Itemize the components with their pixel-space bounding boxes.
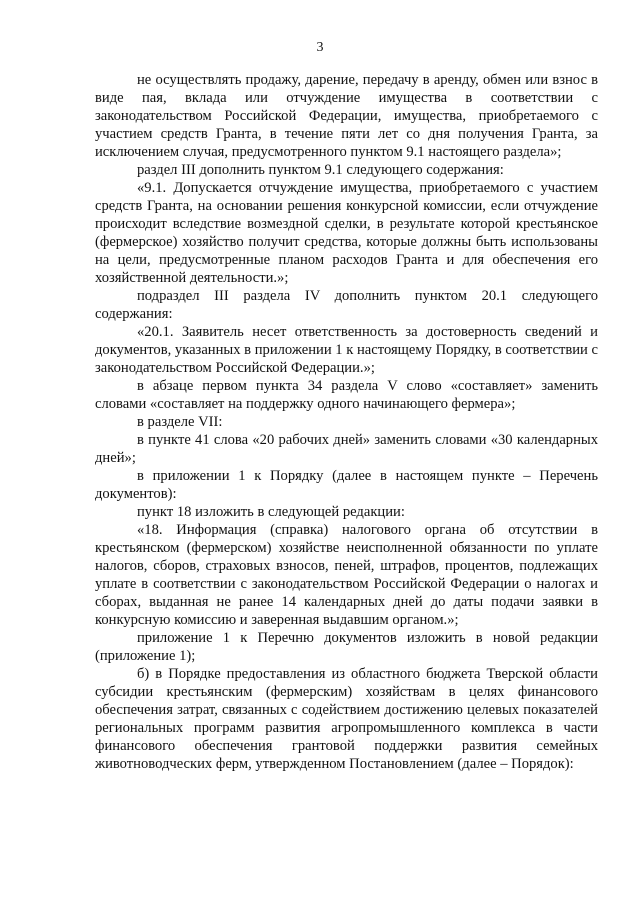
paragraph-7: в разделе VII: [137,414,223,430]
page-number: 3 [316,40,324,55]
paragraph-12: приложение 1 к Перечню документов изложить в новой редакции (приложение 1); [95,630,598,664]
paragraph-11: «18. Информация (справка) налогового органа об отсутствии в крестьянском (фермерском) хозяйстве неисполненной обязанности по уплате налогов, сборов, страховых взносов, пеней, штрафов, процентов, подлежащих уплате в соответствии с законодательством Российской Федерации о налогах и сборах, выданная не ранее 14 календарных дней до даты подачи заявки в конкурсную комиссию и заверенная выдавшим органом.»; [95,522,598,628]
paragraph-5: «20.1. Заявитель несет ответственность за достоверность сведений и документов, указанных в приложении 1 к настоящему Порядку, в соответствии с законодательством Российской Федерации.»; [95,324,598,376]
paragraph-1: не осуществлять продажу, дарение, передачу в аренду, обмен или взнос в виде пая, вклада или отчуждение имущества в соответствии с законодательством Российской Федерации, имущества, приобретаемого с участием средств Гранта, в течение пяти лет со дня получения Гранта, за исключением случая, предусмотренного пунктом 9.1 настоящего раздела»; [95,72,598,160]
paragraph-4: подраздел III раздела IV дополнить пунктом 20.1 следующего содержания: [95,288,598,322]
paragraph-6: в абзаце первом пункта 34 раздела V слово «составляет» заменить словами «составляет на поддержку одного начинающего фермера»; [95,378,598,412]
paragraph-10: пункт 18 изложить в следующей редакции: [137,504,405,520]
paragraph-2: раздел III дополнить пунктом 9.1 следующего содержания: [137,162,504,178]
paragraph-3: «9.1. Допускается отчуждение имущества, приобретаемого с участием средств Гранта, на основании решения конкурсной комиссии, если отчуждение происходит вследствие возмездной сделки, в результате которой крестьянское (фермерское) хозяйство получит средства, которые должны быть использованы на цели, предусмотренные планом расходов Гранта и для обеспечения его хозяйственной деятельности.»; [95,180,598,286]
paragraph-13: б) в Порядке предоставления из областного бюджета Тверской области субсидии крестьянским (фермерским) хозяйствам в целях финансового обеспечения затрат, связанных с содействием достижению целевых показателей региональных программ развития агропромышленного комплекса в части финансового обеспечения грантовой поддержки развития семейных животноводческих ферм, утвержденном Постановлением (далее – Порядок): [95,666,598,772]
document-body [95,71,598,773]
paragraph-9: в приложении 1 к Порядку (далее в настоящем пункте – Перечень документов): [95,468,598,502]
paragraph-8: в пункте 41 слова «20 рабочих дней» заменить словами «30 календарных дней»; [95,432,598,466]
